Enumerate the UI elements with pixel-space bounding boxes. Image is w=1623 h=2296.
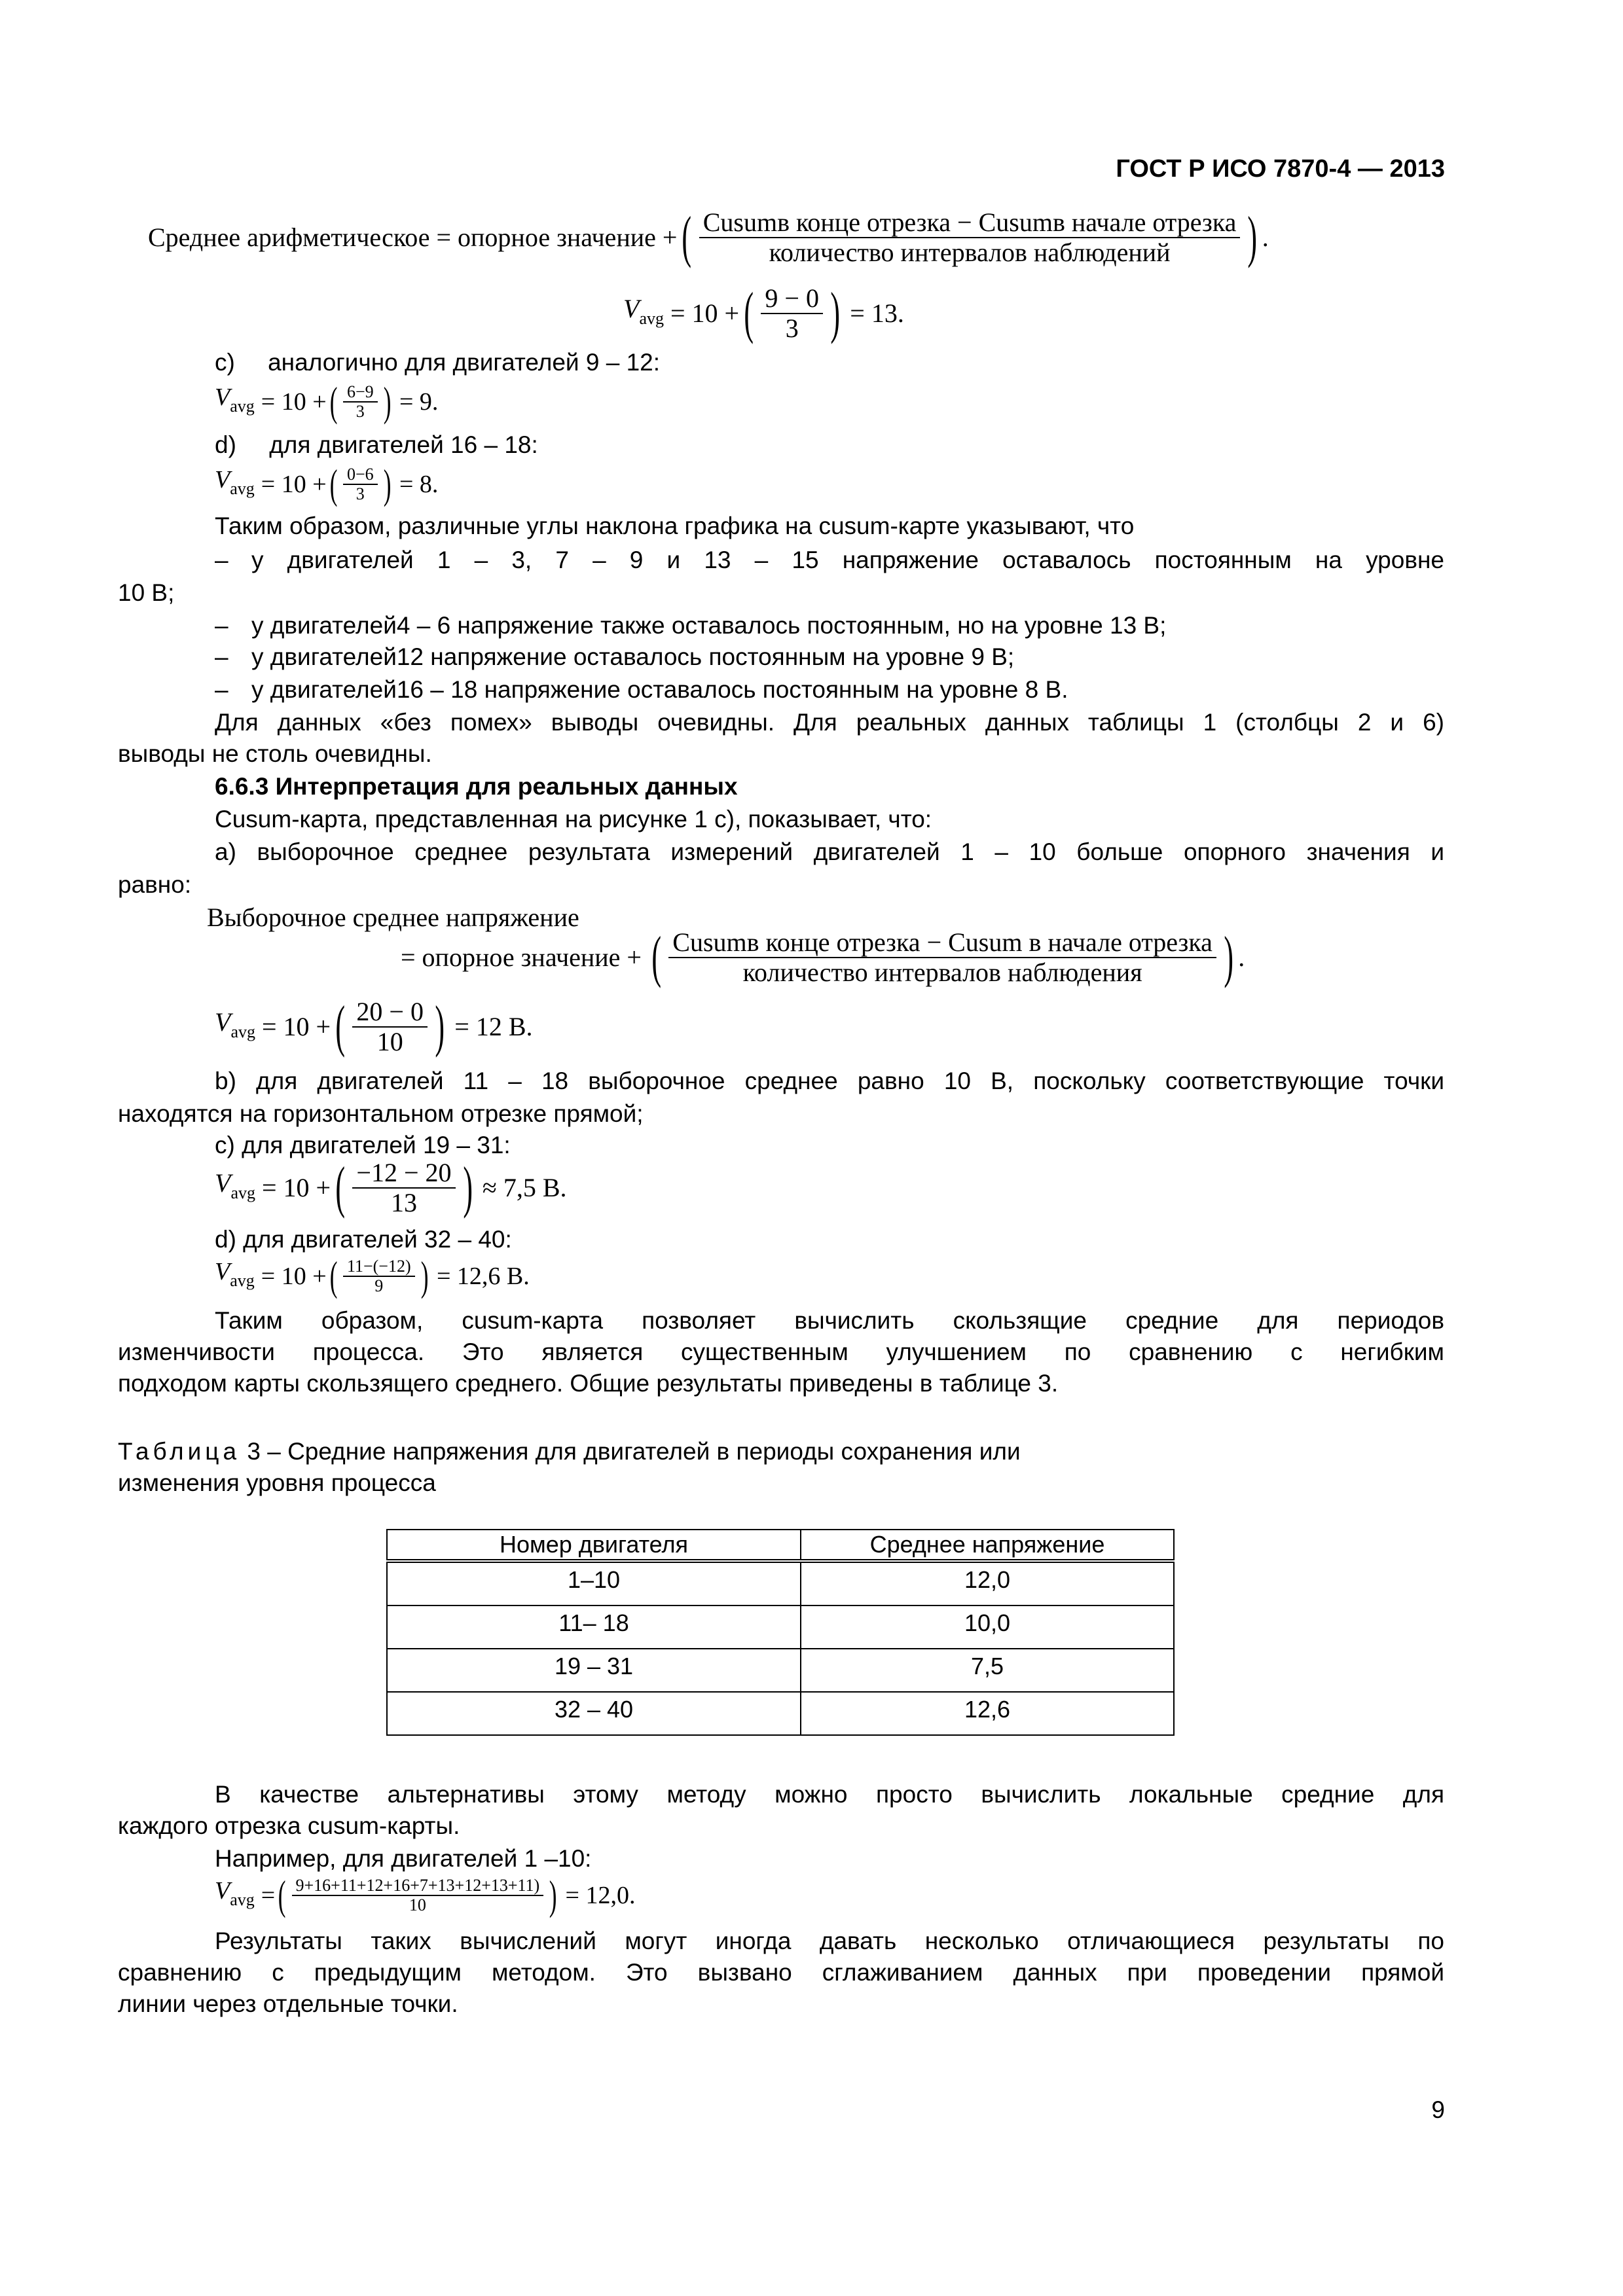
paragraph-conclusions-cont: выводы не столь очевидны.	[118, 740, 432, 767]
numerator: Cusumв конце отрезка − Cusumв начале отрезка	[699, 208, 1241, 238]
table-caption: Таблица 3 – Средние напряжения для двигателей в периоды сохранения или	[118, 1438, 1021, 1465]
vavg-symbol: $V_{avg}$	[623, 293, 664, 328]
list-item-c1: c) аналогично для двигателей 9 – 12:	[215, 349, 661, 376]
table-header-row	[387, 1530, 1174, 1561]
table-row	[387, 1561, 1174, 1605]
formula-vavg-3: $V_{avg}$ = 10 + ( $\frac{0-6}{3}$ ) = 8.	[215, 461, 439, 507]
table-caption-label: Таблица	[118, 1438, 241, 1465]
fraction	[699, 208, 1241, 267]
list-item-d2: d) для двигателей 32 – 40:	[215, 1226, 512, 1253]
table-cell: 11– 18	[387, 1605, 801, 1649]
bullet-item-2: у двигателей4 – 6 напряжение также оставалось постоянным, но на уровне 13 В;	[251, 612, 1167, 639]
paragraph-results-2: сравнению с предыдущим методом. Это вызвано сглаживанием данных при проведении прямой	[118, 1959, 1444, 1986]
paragraph-example: Например, для двигателей 1 –10:	[215, 1845, 592, 1872]
list-item-a2: а) выборочное среднее результата измерений двигателей 1 – 10 больше опорного значения и	[215, 838, 1444, 865]
paragraph-alternative-cont: каждого отрезка cusum-карты.	[118, 1812, 460, 1839]
table-caption-cont: изменения уровня процесса	[118, 1469, 436, 1496]
paragraph-slopes: Таким образом, различные углы наклона графика на cusum-карте указывают, что	[215, 512, 1135, 539]
fraction: $\frac{9 - 0}{3}$	[761, 284, 823, 343]
list-item-d1: d) для двигателей 16 – 18:	[215, 431, 538, 458]
formula-vavg-4: $V_{avg}$ = 10 + ( $\frac{20 - 0}{10}$ ) = 12 В.	[215, 995, 533, 1058]
list-item-b2: b) для двигателей 11 – 18 выборочное среднее равно 10 В, поскольку соответствующие точки	[215, 1067, 1444, 1094]
paragraph-summary-2: изменчивости процесса. Это является существенным улучшением по сравнению с негибким	[118, 1338, 1444, 1365]
table-cell: 32 – 40	[387, 1692, 801, 1735]
formula-vavg-7: $V_{avg}$ = ( $\frac{9+16+11+12+16+7+13+12+13+11)}{10}$ ) = 12,0.	[215, 1872, 636, 1918]
table-row	[387, 1692, 1174, 1735]
formula-sample-mean-label: Выборочное среднее напряжение	[207, 903, 579, 932]
list-item-c2: с) для двигателей 19 – 31:	[215, 1132, 511, 1158]
formula-vavg-5: $V_{avg}$ = 10 + ( $\frac{-12 - 20}{13}$ ) ≈ 7,5 В.	[215, 1156, 567, 1219]
column-header-engine: Номер двигателя	[387, 1530, 801, 1561]
section-heading: 6.6.3 Интерпретация для реальных данных	[215, 773, 738, 800]
bullet-item-3: у двигателей12 напряжение оставалось постоянным на уровне 9 В;	[251, 643, 1015, 670]
bullet-item-1: у двигателей 1 – 3, 7 – 9 и 13 – 15 напряжение оставалось постоянным на уровне	[251, 547, 1444, 573]
table-cell: 10,0	[801, 1605, 1174, 1649]
formula-vavg-6: $V_{avg}$ = 10 + ( $\frac{11-(-12)}{9}$ ) = 12,6 В.	[215, 1253, 530, 1299]
paragraph-summary: Таким образом, cusum-карта позволяет вычислить скользящие средние для периодов	[215, 1307, 1444, 1334]
formula-vavg-2: $V_{avg}$ = 10 + ( $\frac{6-9}{3}$ ) = 9.	[215, 378, 439, 425]
paragraph-summary-3: подходом карты скользящего среднего. Общие результаты приведены в таблице 3.	[118, 1370, 1059, 1397]
page-number: 9	[1431, 2096, 1445, 2123]
formula-sample-mean: = опорное значение + ( $\frac{\text{Cusumв конце отрезка − Cusum в начале отрезка}}{\text{количество интервалов наблюдения}}$ ) .	[401, 925, 1245, 989]
voltage-table	[386, 1529, 1175, 1736]
table-cell: 12,6	[801, 1692, 1174, 1735]
paragraph-results-3: линии через отдельные точки.	[118, 1990, 458, 2017]
table-row	[387, 1605, 1174, 1649]
bullet-item-4: у двигателей16 – 18 напряжение оставалось постоянным на уровне 8 В.	[251, 676, 1068, 703]
bullet-dash: –	[215, 612, 228, 639]
table-cell: 7,5	[801, 1649, 1174, 1692]
bullet-dash: –	[215, 547, 228, 573]
formula-arithmetic-mean: Среднее арифметическое = опорное значение + ( $\frac{\text{Cusumв конце отрезка − Cusumв начале отрезка}}{\text{количество интервалов наблюдений}}$ ) .	[148, 206, 1269, 269]
bullet-dash: –	[215, 676, 228, 703]
document-header: ГОСТ Р ИСО 7870-4 — 2013	[1116, 155, 1445, 183]
paragraph-conclusions: Для данных «без помех» выводы очевидны. Для реальных данных таблицы 1 (столбцы 2 и 6)	[215, 709, 1444, 736]
formula-lhs: Среднее арифметическое = опорное значение +	[148, 223, 678, 252]
paragraph-cusum-chart: Cusum-карта, представленная на рисунке 1 с), показывает, что:	[215, 806, 932, 833]
paragraph-results: Результаты таких вычислений могут иногда давать несколько отличающиеся результаты по	[215, 1928, 1444, 1954]
bullet-item-1-cont: 10 В;	[118, 579, 175, 606]
bullet-dash: –	[215, 643, 228, 670]
paragraph-alternative: В качестве альтернативы этому методу можно просто вычислить локальные средние для	[215, 1781, 1444, 1808]
list-item-a2-cont: равно:	[118, 871, 192, 898]
column-header-voltage: Среднее напряжение	[801, 1530, 1174, 1561]
table-cell: 12,0	[801, 1561, 1174, 1605]
formula-vavg-1: $V_{avg}$ = 10 + ( $\frac{9 - 0}{3}$ ) = 13.	[623, 281, 904, 345]
denominator: количество интервалов наблюдений	[769, 238, 1171, 267]
table-row	[387, 1649, 1174, 1692]
table-cell: 19 – 31	[387, 1649, 801, 1692]
table-cell: 1–10	[387, 1561, 801, 1605]
list-item-b2-cont: находятся на горизонтальном отрезке прямой;	[118, 1100, 644, 1127]
